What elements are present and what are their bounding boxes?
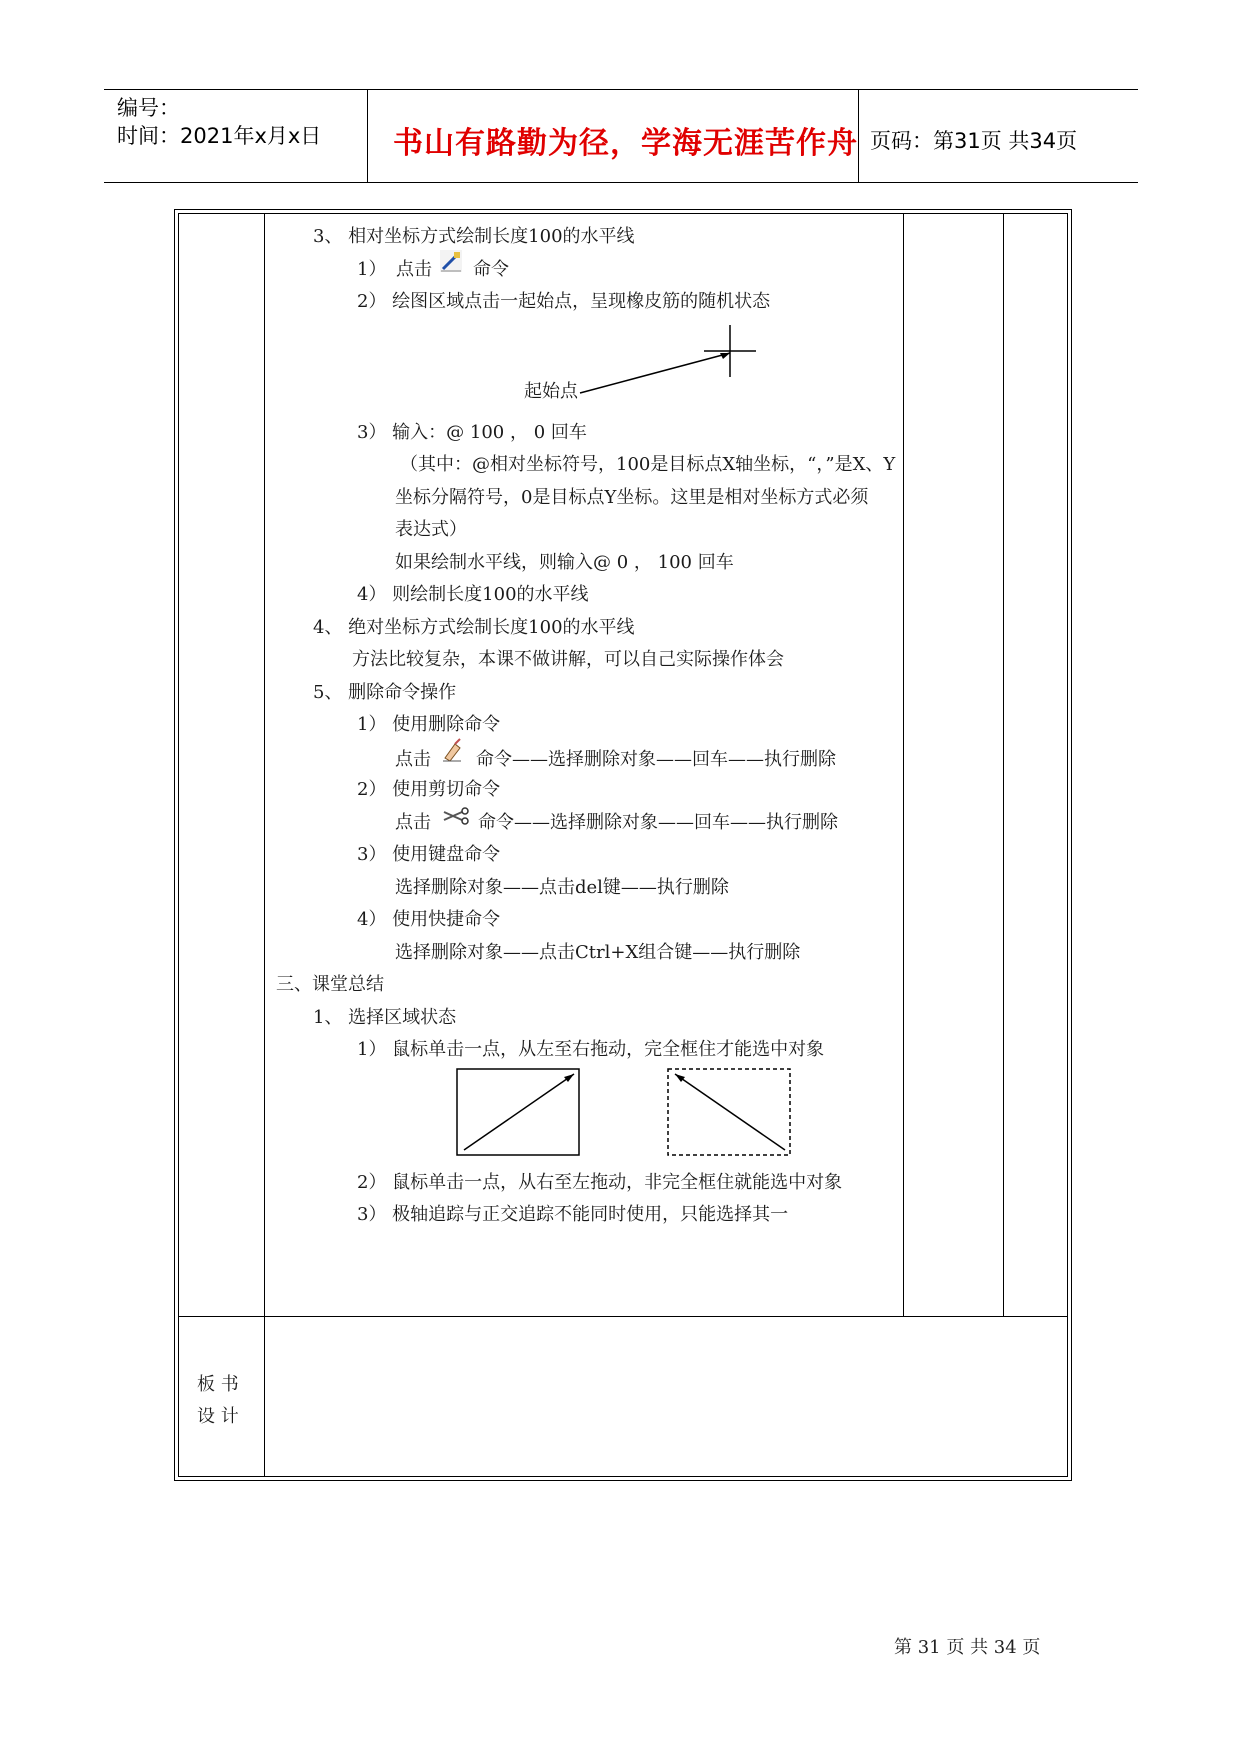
step-5-1-desc: 命令——选择删除对象——回车——执行删除 (476, 749, 836, 770)
summary-title: 三、课堂总结 (276, 974, 384, 995)
step-4-title: 4、 绝对坐标方式绘制长度100的水平线 (313, 617, 635, 638)
crossing-selection-figure (667, 1068, 792, 1157)
summary-1-1: 1） 鼠标单击一点，从左至右拖动，完全框住才能选中对象 (357, 1039, 825, 1060)
scissors-icon (442, 806, 470, 828)
step-3-3-note-1: （其中：@相对坐标符号，100是目标点X轴坐标，“，”是X、Y (400, 454, 896, 475)
step-3-1-command: 命令 (473, 259, 509, 280)
step-3-3: 3） 输入：@ 100 ， 0 回车 (357, 422, 587, 443)
start-point-label: 起始点 (524, 381, 578, 402)
step-5-1: 1） 使用删除命令 (357, 714, 501, 735)
board-label-line-1: 板 书 (197, 1374, 239, 1395)
step-3-title: 3、 相对坐标方式绘制长度100的水平线 (313, 226, 635, 247)
eraser-icon (441, 738, 463, 760)
line-tool-icon (440, 250, 462, 272)
step-3-1-num: 1） (357, 259, 387, 280)
step-5-2-desc: 命令——选择删除对象——回车——执行删除 (478, 812, 838, 833)
window-selection-figure (456, 1068, 581, 1157)
board-label-line-2: 设 计 (197, 1406, 239, 1427)
step-5-title: 5、 删除命令操作 (313, 682, 457, 703)
step-3-3-note-4: 如果绘制水平线，则输入@ 0 ， 100 回车 (395, 552, 734, 573)
summary-1-title: 1、 选择区域状态 (313, 1007, 457, 1028)
step-3-1-click: 点击 (396, 259, 432, 280)
step-5-2: 2） 使用剪切命令 (357, 779, 501, 800)
summary-1-2: 2） 鼠标单击一点，从右至左拖动，非完全框住就能选中对象 (357, 1172, 843, 1193)
step-3-3-note-2: 坐标分隔符号，0是目标点Y坐标。这里是相对坐标方式必须 (395, 487, 869, 508)
page-footer: 第 31 页 共 34 页 (894, 1637, 1041, 1658)
step-3-3-note-3: 表达式） (395, 519, 467, 540)
step-4-note: 方法比较复杂，本课不做讲解，可以自己实际操作体会 (352, 649, 784, 670)
motto-title: 书山有路勤为径，学海无涯苦作舟 (393, 126, 858, 161)
step-5-3: 3） 使用键盘命令 (357, 844, 501, 865)
doc-time-label: 时间：2021年x月x日 (117, 124, 322, 148)
doc-number-label: 编号： (117, 96, 180, 120)
step-5-3-desc: 选择删除对象——点击del键——执行删除 (395, 877, 729, 898)
step-5-1-click: 点击 (395, 749, 431, 770)
step-5-4-desc: 选择删除对象——点击Ctrl+X组合键——执行删除 (395, 942, 801, 963)
step-3-2: 2） 绘图区域点击一起始点，呈现橡皮筋的随机状态 (357, 291, 771, 312)
step-3-4: 4） 则绘制长度100的水平线 (357, 584, 589, 605)
page-number-label: 页码：第31页 共34页 (870, 129, 1078, 153)
step-5-2-click: 点击 (395, 812, 431, 833)
summary-1-3: 3） 极轴追踪与正交追踪不能同时使用，只能选择其一 (357, 1204, 789, 1225)
step-5-4: 4） 使用快捷命令 (357, 909, 501, 930)
